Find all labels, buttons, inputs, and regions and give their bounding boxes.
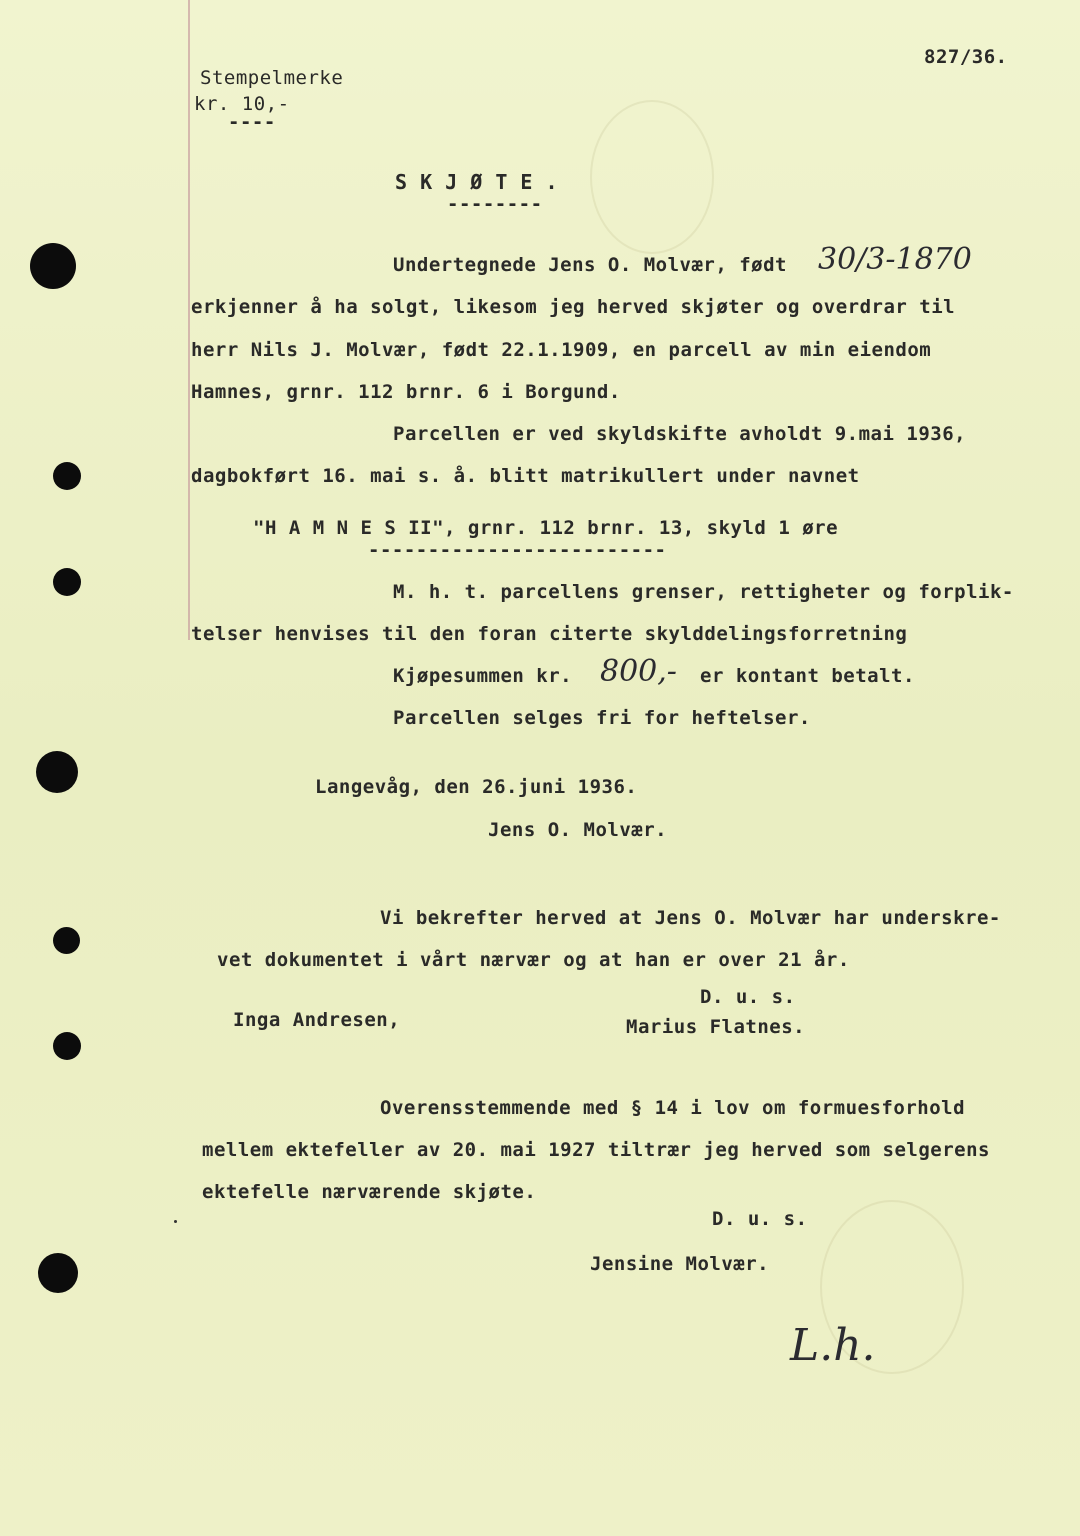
binder-hole (30, 243, 76, 289)
paragraph-1-line-3: herr Nils J. Molvær, født 22.1.1909, en parcell av min eiendom (191, 339, 932, 361)
witness-1-name: Inga Andresen, (233, 1009, 401, 1031)
witness-2-name: Marius Flatnes. (626, 1016, 806, 1038)
paragraph-1-line-1: Undertegnede Jens O. Molvær, født (393, 254, 787, 276)
binder-hole (53, 927, 80, 954)
property-name-line: "H A M N E S II", grnr. 112 brnr. 13, skyld 1 øre (253, 517, 839, 539)
paragraph-1-line-2: erkjenner å ha solgt, likesom jeg herved skjøter og overdrar til (191, 296, 956, 318)
binder-hole (53, 1032, 81, 1060)
consent-line-1: Overensstemmende med § 14 i lov om formuesforhold (380, 1097, 966, 1119)
paragraph-2-line-1: Parcellen er ved skyldskifte avholdt 9.mai 1936, (393, 423, 967, 445)
purchase-amount-handwritten: 800,- (600, 654, 677, 689)
witness-statement-line-1: Vi bekrefter herved at Jens O. Molvær har underskre- (380, 907, 1001, 929)
stray-mark (174, 1220, 177, 1223)
paragraph-1-line-4: Hamnes, grnr. 112 brnr. 6 i Borgund. (191, 381, 621, 403)
consent-line-3: ektefelle nærværende skjøte. (202, 1181, 537, 1203)
stamp-label: Stempelmerke (200, 67, 344, 89)
place-and-date: Langevåg, den 26.juni 1936. (315, 776, 638, 798)
witness-statement-line-2: vet dokumentet i vårt nærvær og at han er over 21 år. (217, 949, 850, 971)
stamp-dash: ---- (228, 111, 276, 133)
consent-dus: D. u. s. (712, 1208, 808, 1230)
witness-dus: D. u. s. (700, 986, 796, 1008)
spouse-signature: Jensine Molvær. (590, 1253, 770, 1275)
binder-hole (53, 568, 81, 596)
document-title: S K J Ø T E . (395, 170, 559, 194)
paragraph-3-line-1: M. h. t. parcellens grenser, rettigheter og forplik- (393, 581, 1014, 603)
property-underline: ------------------------- (368, 539, 667, 561)
paragraph-2-line-2: dagbokført 16. mai s. å. blitt matrikullert under navnet (191, 465, 860, 487)
binder-hole (38, 1253, 78, 1293)
reference-number: 827/36. (924, 46, 1008, 68)
title-underline: -------- (447, 193, 543, 215)
binder-hole (53, 462, 81, 490)
initials-handwritten: L.h. (790, 1320, 876, 1371)
consent-line-2: mellem ektefeller av 20. mai 1927 tiltrær jeg herved som selgerens (202, 1139, 990, 1161)
purchase-price-label: Kjøpesummen kr. (393, 665, 573, 687)
binder-hole (36, 751, 78, 793)
purchase-price-suffix: er kontant betalt. (700, 665, 915, 687)
birth-date-handwritten: 30/3-1870 (818, 242, 972, 277)
paragraph-3-line-2: telser henvises til den foran citerte skylddelingsforretning (191, 623, 908, 645)
paragraph-5: Parcellen selges fri for heftelser. (393, 707, 811, 729)
stamp-amount: kr. 10,- (194, 93, 290, 115)
seller-signature: Jens O. Molvær. (488, 819, 668, 841)
margin-line (188, 0, 190, 640)
watermark-ring (590, 100, 714, 254)
